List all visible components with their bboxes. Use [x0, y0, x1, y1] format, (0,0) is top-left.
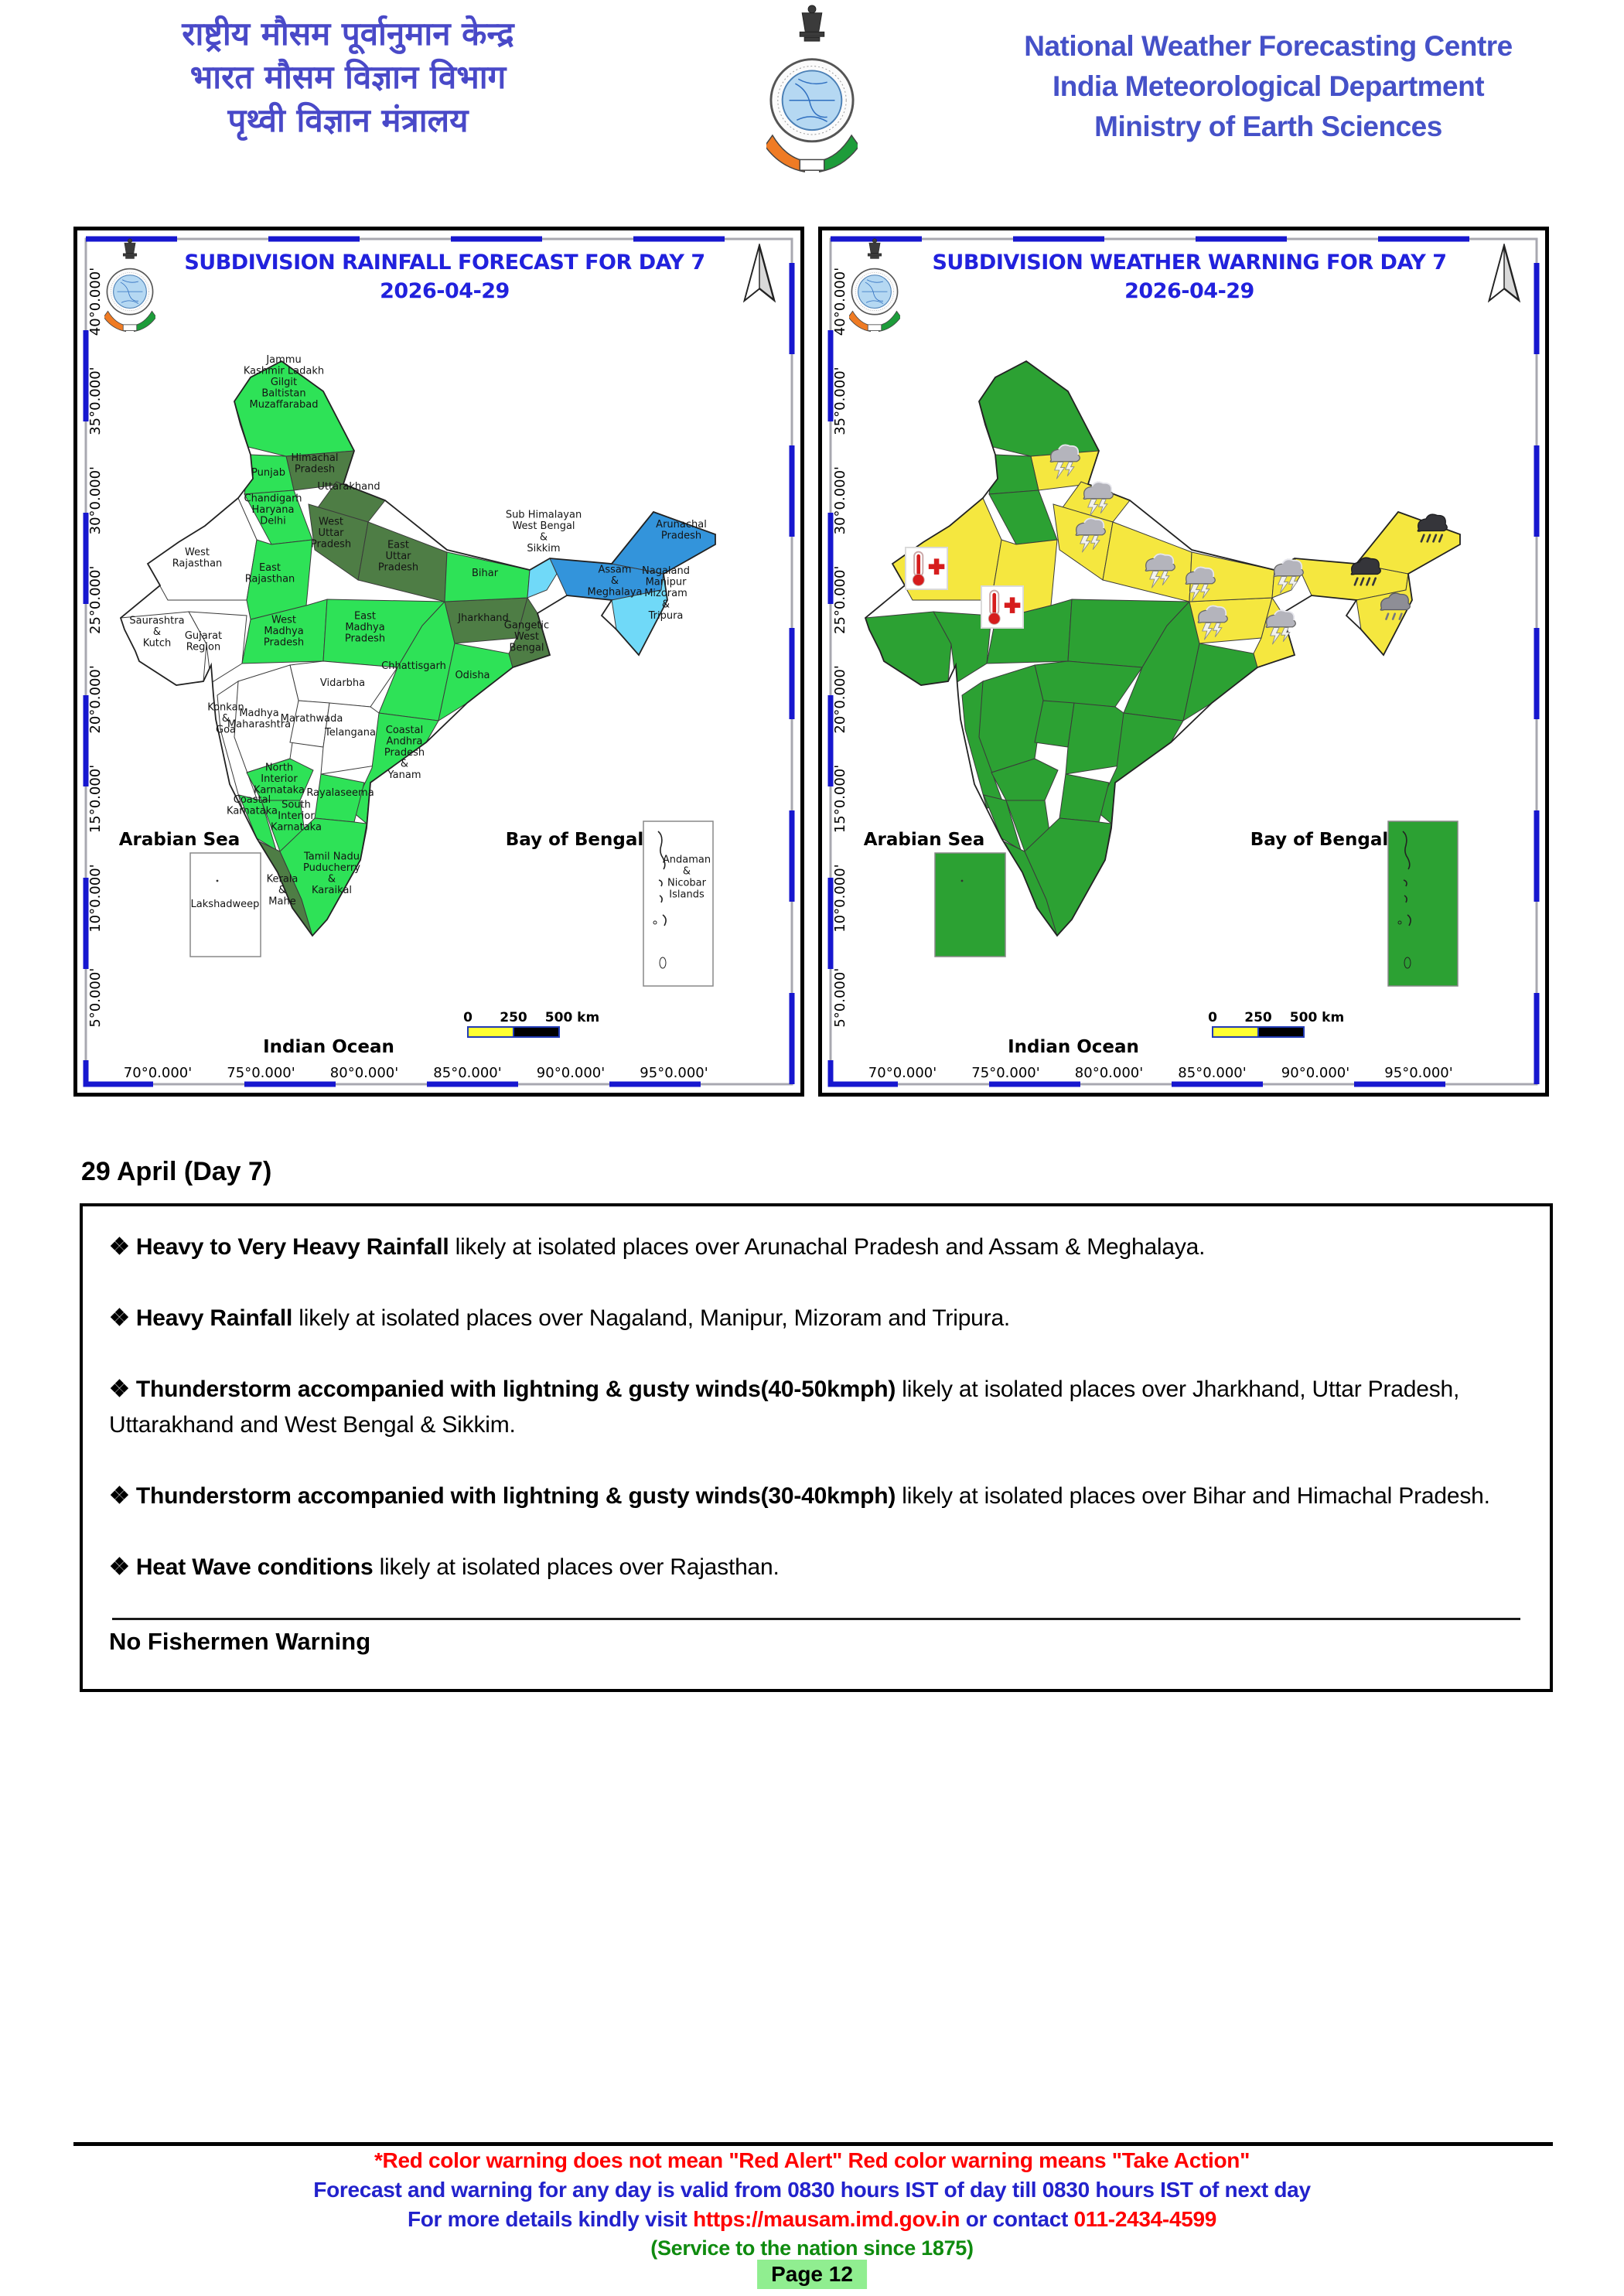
lakshadweep-box	[935, 853, 1005, 957]
region-label-ker: Kerala & Mahe	[266, 873, 299, 908]
x-axis-label: 85°0.000'	[1178, 1065, 1247, 1081]
arabian-sea-label: Arabian Sea	[118, 830, 241, 850]
region-label-jha: Jharkhand	[458, 612, 509, 624]
divider	[112, 1618, 1520, 1620]
scale-bar-yellow	[1213, 1027, 1258, 1037]
region-label-eup: East Uttar Pradesh	[377, 539, 419, 574]
y-axis-label: 5°0.000'	[832, 967, 848, 1028]
x-axis-label: 95°0.000'	[1384, 1065, 1453, 1081]
region-label-tel: Telangana	[325, 727, 376, 739]
indian-ocean-label: Indian Ocean	[263, 1037, 394, 1057]
footer-motto: (Service to the nation since 1875)	[650, 2236, 974, 2260]
region-label-kon: Konkan & Goa	[207, 701, 244, 736]
region-label-tn: Tamil Nadu Puducherry & Karaikal	[303, 851, 360, 896]
scale-tick: 0	[1208, 1010, 1217, 1025]
x-axis-label: 90°0.000'	[1281, 1065, 1350, 1081]
footer-contact-text: 011-2434-4599	[1073, 2207, 1217, 2231]
region-label-gwb: Gangetic West Bengal	[503, 619, 550, 654]
map-date: 2026-04-29	[380, 279, 510, 303]
region-label-eraj: East Rajasthan	[244, 561, 295, 585]
footer-contact-text: or contact	[960, 2207, 1074, 2231]
region-tel	[1066, 703, 1125, 774]
x-axis-label: 75°0.000'	[227, 1065, 295, 1081]
x-axis-label: 70°0.000'	[123, 1065, 193, 1081]
scale-tick: 250	[1244, 1010, 1272, 1025]
org-name-hindi-line1: राष्ट्रीय मौसम पूर्वानुमान केन्द्र	[182, 15, 514, 53]
region-label-odi: Odisha	[455, 670, 490, 681]
region-label-himachal: Himachal Pradesh	[291, 452, 339, 476]
region-label-vid: Vidarbha	[319, 677, 366, 689]
footer-red-note: *Red color warning does not mean "Red Alert" Red color warning means "Take Action"	[374, 2148, 1250, 2172]
region-label-ray: Rayalaseema	[306, 787, 374, 799]
org-name-english-line3: Ministry of Earth Sciences	[1094, 111, 1442, 142]
x-axis-label: 80°0.000'	[329, 1065, 399, 1081]
warning-bullet: ❖ Thunderstorm accompanied with lightning & gusty winds(40-50kmph) likely at isolated places over Jharkhand, Uttar Pradesh, Uttarakhand and West Bengal & Sikkim.	[109, 1377, 1460, 1438]
region-label-uttarakhand: Uttarakhand	[317, 481, 380, 493]
page-number: Page 12	[757, 2260, 867, 2289]
y-axis-label: 40°0.000'	[87, 267, 104, 336]
x-axis-label: 95°0.000'	[640, 1065, 708, 1081]
y-axis-label: 15°0.000'	[832, 764, 848, 834]
warning-map-svg	[818, 227, 1549, 1097]
bay-of-bengal-label: Bay of Bengal	[505, 830, 644, 850]
warning-box	[80, 1203, 1553, 1692]
y-axis-label: 10°0.000'	[832, 864, 848, 933]
region-label-sau: Saurashtra & Kutch	[129, 615, 185, 650]
y-axis-label: 40°0.000'	[832, 267, 848, 336]
y-axis-label: 30°0.000'	[832, 466, 848, 535]
map-title: SUBDIVISION RAINFALL FORECAST FOR DAY 7	[184, 251, 705, 275]
region-label-ck: Coastal Karnataka	[227, 793, 278, 817]
heat-wave-icon	[906, 548, 947, 589]
scale-tick: 250	[500, 1010, 527, 1025]
org-name-english	[959, 26, 1578, 147]
region-label-guj: Gujarat Region	[184, 629, 223, 653]
bay-of-bengal-label: Bay of Bengal	[1250, 830, 1389, 850]
rainfall-map-svg	[73, 227, 804, 1097]
region-label-nmmt: Nagaland Manipur Mizoram & Tripura	[642, 565, 690, 622]
y-axis-label: 30°0.000'	[87, 466, 104, 535]
region-label-mmh: Madhya Maharashtra	[227, 707, 292, 731]
scale-tick: 500 km	[544, 1010, 600, 1025]
region-label-jk: Jammu Kashmir Ladakh Gilgit Baltistan Muzaffarabad	[243, 354, 325, 411]
org-name-english-line1: National Weather Forecasting Centre	[1024, 30, 1513, 62]
weather-warning-map	[818, 227, 1549, 1097]
warning-bullet: ❖ Heavy to Very Heavy Rainfall likely at isolated places over Arunachal Pradesh and Assam & Meghalaya.	[109, 1234, 1206, 1260]
fishermen-warning: No Fishermen Warning	[109, 1628, 371, 1655]
region-label-asm: Assam & Meghalaya	[587, 564, 643, 599]
region-label-aru: Arunachal Pradesh	[656, 518, 707, 542]
footer-contact-line	[0, 2207, 1624, 2232]
x-axis-label: 90°0.000'	[536, 1065, 606, 1081]
y-axis-label: 35°0.000'	[87, 367, 104, 435]
region-label-sik: South Interior Karnataka	[271, 799, 322, 834]
andaman-label: Andaman & Nicobar Islands	[662, 854, 711, 901]
scale-bar-black	[1258, 1027, 1304, 1037]
y-axis-label: 20°0.000'	[832, 665, 848, 734]
y-axis-label: 15°0.000'	[87, 764, 104, 834]
region-label-wmp: West Madhya Pradesh	[263, 614, 305, 649]
scale-tick: 500 km	[1289, 1010, 1345, 1025]
footer-divider	[73, 2142, 1553, 2146]
warning-bullet: ❖ Thunderstorm accompanied with lightning & gusty winds(30-40kmph) likely at isolated places over Bihar and Himachal Pradesh.	[109, 1483, 1490, 1509]
map-date: 2026-04-29	[1124, 279, 1254, 303]
imd-logo	[766, 3, 858, 178]
y-axis-label: 20°0.000'	[87, 665, 104, 734]
x-axis-label: 75°0.000'	[971, 1065, 1040, 1081]
region-label-shwb: Sub Himalayan West Bengal & Sikkim	[505, 509, 582, 554]
rainfall-forecast-map	[73, 227, 804, 1097]
region-label-bih: Bihar	[471, 568, 499, 579]
region-label-punjab: Punjab	[251, 467, 285, 479]
org-name-hindi	[93, 12, 603, 142]
footer-contact-text: For more details kindly visit	[407, 2207, 694, 2231]
scale-tick: 0	[463, 1010, 473, 1025]
region-label-emp: East Madhya Pradesh	[344, 610, 386, 645]
warning-bullet-list	[109, 1230, 1523, 1585]
map-title: SUBDIVISION WEATHER WARNING FOR DAY 7	[932, 251, 1447, 275]
heat-wave-icon	[981, 586, 1023, 628]
y-axis-label: 25°0.000'	[87, 565, 104, 634]
scale-bar-yellow	[468, 1027, 513, 1037]
org-name-hindi-line3: पृथ्वी विज्ञान मंत्रालय	[227, 101, 469, 139]
footer-validity-note: Forecast and warning for any day is valid from 0830 hours IST of day till 0830 hours IST of next day	[313, 2178, 1311, 2202]
andaman-box	[643, 821, 713, 986]
org-name-english-line2: India Meteorological Department	[1052, 70, 1485, 102]
region-label-wraj: West Rajasthan	[172, 546, 223, 570]
warning-bullet: ❖ Heat Wave conditions likely at isolated places over Rajasthan.	[109, 1554, 780, 1580]
indian-ocean-label: Indian Ocean	[1008, 1037, 1139, 1057]
region-label-nik: North Interior Karnataka	[254, 762, 305, 797]
y-axis-label: 10°0.000'	[87, 864, 104, 933]
warning-bullet: ❖ Heavy Rainfall likely at isolated places over Nagaland, Manipur, Mizoram and Tripura.	[109, 1305, 1011, 1331]
x-axis-label: 85°0.000'	[433, 1065, 502, 1081]
x-axis-label: 80°0.000'	[1074, 1065, 1144, 1081]
lakshadweep-label: Lakshadweep	[190, 899, 260, 910]
website-link[interactable]: https://mausam.imd.gov.in	[693, 2207, 960, 2231]
region-label-chd: Chandigarh Haryana Delhi	[244, 493, 302, 527]
scale-bar-black	[513, 1027, 559, 1037]
region-label-mar: Marathwada	[280, 713, 343, 725]
region-label-cap: Coastal Andhra Pradesh & Yanam	[384, 725, 425, 781]
forecast-heading: 29 April (Day 7)	[81, 1157, 272, 1186]
y-axis-label: 25°0.000'	[832, 565, 848, 634]
andaman-box	[1388, 821, 1458, 986]
y-axis-label: 5°0.000'	[87, 967, 104, 1028]
arabian-sea-label: Arabian Sea	[863, 830, 985, 850]
region-label-wup: West Uttar Pradesh	[310, 516, 352, 551]
x-axis-label: 70°0.000'	[868, 1065, 937, 1081]
y-axis-label: 35°0.000'	[832, 367, 848, 435]
region-label-chh: Chhattisgarh	[381, 660, 446, 672]
org-name-hindi-line2: भारत मौसम विज्ञान विभाग	[189, 58, 507, 96]
